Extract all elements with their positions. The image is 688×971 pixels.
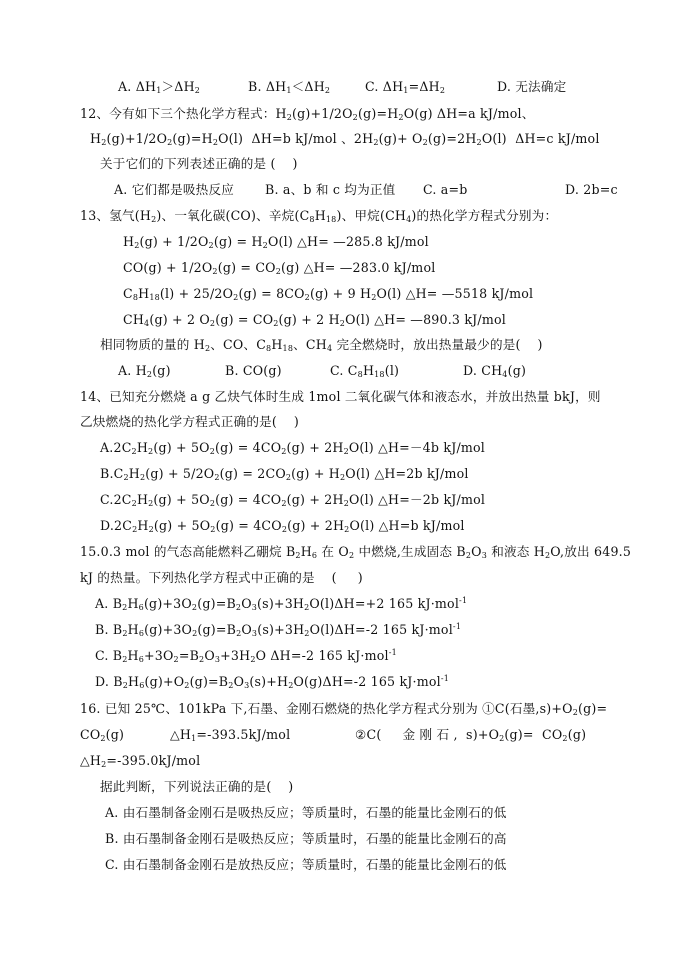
text-line: $B.C_2H_2(g) + 5/2O_2(g) = 2CO_2(g) + H_2O(l)$ △H=2b kJ/mol [100, 466, 469, 482]
text-cell: C. $\Delta H_1=\Delta H_2$ [365, 79, 446, 95]
text-cell: D. 无法确定 [497, 79, 567, 94]
text-line [0, 362, 688, 380]
text-cell: B. $\Delta H_1<\Delta H_2$ [248, 79, 331, 95]
text-cell: $\triangle H_1=-393.5kJ$/mol [170, 727, 291, 743]
text-line: 15.0.3 mol 的气态高能燃料乙硼烷 $B_2H_6$ 在 $O_2$ 中燃烧,生成固态 $B_2O_3$ 和液态 $H_2O$,放出 649.5 [80, 544, 632, 560]
text-line: C. 由石墨制备金刚石是放热反应；等质量时，石墨的能量比金刚石的低 [105, 857, 507, 872]
text-line: 据此判断，下列说法正确的是( ) [100, 779, 294, 794]
text-line: 乙炔燃烧的热化学方程式正确的是( ) [80, 414, 299, 429]
text-line: 12、今有如下三个热化学方程式：$H_2(g)+1/2O_2(g)=H_2O(g)$ ΔH=a kJ/mol、 [80, 106, 535, 122]
text-line [0, 181, 688, 199]
text-line: D. $B_2H_6(g)+O_2(g)=B_2O_3(s)+H_2O(g)\Delta H=-2$ 165 kJ·mol$^{-1}$ [95, 674, 450, 690]
text-line: $D.2C_2H_2(g) + 5O_2(g) = 4CO_2(g) + 2H_2O(l)$ △H=b kJ/mol [100, 518, 465, 534]
text-cell: ②C( 金 刚 石 , $s)+O_2(g)= CO_2(g)$ [355, 727, 587, 743]
text-line: kJ 的热量。下列热化学方程式中正确的是 ( ) [80, 570, 363, 585]
text-cell: D. 2b=c [565, 182, 618, 197]
text-line: $\triangle H_2=-395.0kJ$/mol [80, 753, 201, 769]
text-line: $H_2(g)+1/2O_2(g)=H_2O(l)$ ΔH=b kJ/mol 、$2H_2(g)+ O_2(g)=2H_2O(l)$ ΔH=c kJ/mol [90, 131, 600, 147]
text-cell: A. 它们都是吸热反应 [114, 182, 235, 197]
text-line [0, 78, 688, 96]
text-cell: B. a、b 和 c 均为正值 [265, 182, 396, 197]
text-cell: C. $C_8H_{18}(l)$ [330, 363, 400, 379]
text-line: $CH_4(g) + 2$ $O_2(g) = CO_2(g) + 2$ $H_2O(l)$ △H= —890.3 kJ/mol [123, 312, 507, 328]
text-cell: $CO_2(g)$ [80, 727, 125, 743]
text-line: 14、已知充分燃烧 a g 乙炔气体时生成 1mol 二氧化碳气体和液态水，并放出热量 bkJ，则 [80, 389, 601, 404]
text-line: $H_2(g) + 1/2O_2(g) = H_2O(l)$ △H= —285.8 kJ/mol [123, 234, 429, 250]
text-cell: A. $\Delta H_1>\Delta H_2$ [118, 79, 201, 95]
text-line: $C.2C_2H_2(g) + 5O_2(g) = 4CO_2(g) + 2H_2O(l)$ △H=－2b kJ/mol [100, 492, 486, 508]
text-line: 关于它们的下列表述正确的是 ( ) [100, 156, 298, 171]
text-line: A. $B_2H_6(g)+3O_2(g)=B_2O_3(s)+3H_2O(l)\Delta H=+2$ 165 kJ·mol$^{-1}$ [95, 596, 468, 612]
text-cell: B. CO(g) [225, 363, 282, 378]
text-line: 16. 已知 25℃、101kPa 下,石墨、金刚石燃烧的热化学方程式分别为 ①C(石墨$,s)+O_2(g)=$ [80, 701, 608, 717]
text-cell: D. $CH_4(g)$ [463, 363, 527, 379]
text-line: $A.2C_2H_2(g) + 5O_2(g) = 4CO_2(g) + 2H_2O(l)$ △H=－4b kJ/mol [100, 440, 486, 456]
text-line: B. 由石墨制备金刚石是吸热反应；等质量时，石墨的能量比金刚石的高 [105, 831, 507, 846]
text-line [0, 726, 688, 744]
text-line: B. $B_2H_6(g)+3O_2(g)=B_2O_3(s)+3H_2O(l)\Delta H=-2$ 165 kJ·mol$^{-1}$ [95, 622, 462, 638]
text-line: C. $B_2H_6+3O_2=B_2O_3+3H_2O$ ΔH=-2 165 kJ·mol$^{-1}$ [95, 648, 397, 664]
text-line: 相同物质的量的 $H_2$、CO、$C_8H_{18}$、$CH_4$ 完全燃烧时，放出热量最少的是( ) [100, 337, 543, 353]
text-line: A. 由石墨制备金刚石是吸热反应；等质量时，石墨的能量比金刚石的低 [105, 805, 507, 820]
text-line: $C_8H_{18}(l) + 25/2O_2(g) = 8CO_2(g) + 9$ $H_2O(l)$ △H= —5518 kJ/mol [123, 286, 534, 302]
text-line: 13、氢气$(H_2)$、一氧化碳(CO)、辛烷$(C_8H_{18})$、甲烷$(CH_4)$的热化学方程式分别为： [80, 208, 558, 224]
text-line: $CO(g) + 1/2O_2(g) = CO_2(g)$ △H= —283.0 kJ/mol [123, 260, 436, 276]
text-cell: C. a=b [423, 182, 468, 197]
text-cell: A. $H_2(g)$ [118, 363, 171, 379]
